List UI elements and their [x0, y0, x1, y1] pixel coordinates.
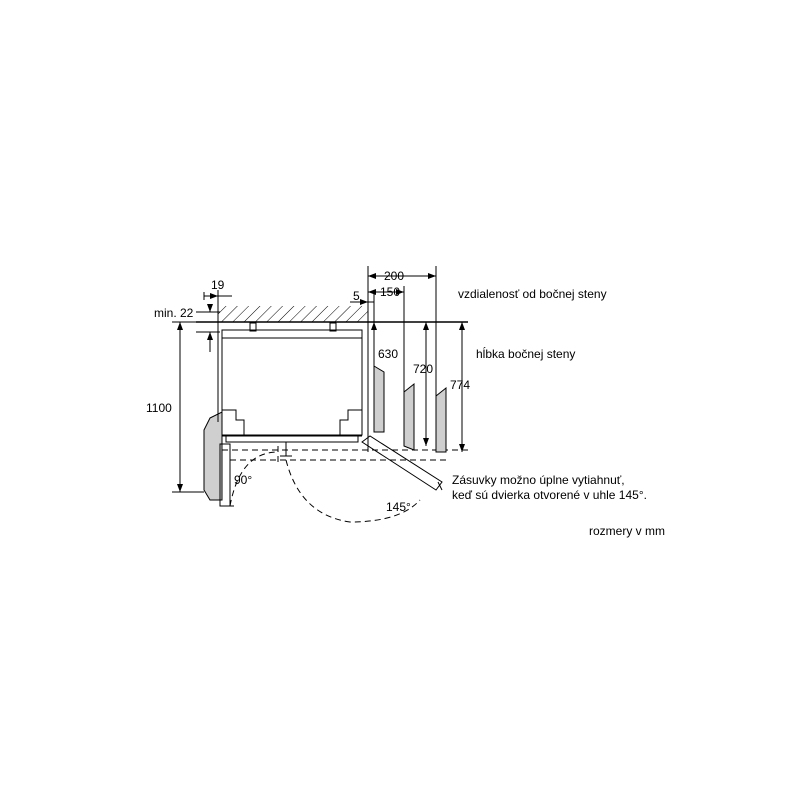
appliance-body	[222, 323, 362, 456]
reference-lines	[218, 266, 436, 452]
side-wall-200	[404, 384, 414, 450]
dim-min22-label: min. 22	[154, 306, 194, 320]
units-note: rozmery v mm	[589, 524, 665, 538]
dim-19-label: 19	[211, 278, 225, 292]
drawers-note-line2: keď sú dvierka otvorené v uhle 145°.	[452, 488, 647, 502]
back-wall	[196, 306, 468, 322]
side-wall-150	[374, 366, 384, 432]
dim-200-label: 200	[384, 269, 405, 283]
right-door-145	[362, 436, 442, 490]
drawer-outline-dashed	[222, 446, 470, 462]
dim-1100-label: 1100	[146, 401, 172, 415]
left-side-wall	[204, 412, 222, 500]
dim-630-label: 630	[378, 347, 399, 361]
dim-720-label: 720	[413, 362, 434, 376]
drawers-note-line1: Zásuvky možno úplne vytiahnuť,	[452, 473, 625, 487]
dim-150-label: 150	[380, 285, 401, 299]
angle-90-label: 90°	[234, 473, 253, 487]
angle-145-label: 145°	[386, 500, 411, 514]
dim-774-label: 774	[450, 378, 471, 392]
dim-5-label: 5	[353, 289, 360, 303]
side-wall-extended	[436, 388, 446, 452]
side-wall-depth-note: hĺbka bočnej steny	[476, 347, 576, 361]
side-wall-distance-note: vzdialenosť od bočnej steny	[458, 287, 607, 301]
